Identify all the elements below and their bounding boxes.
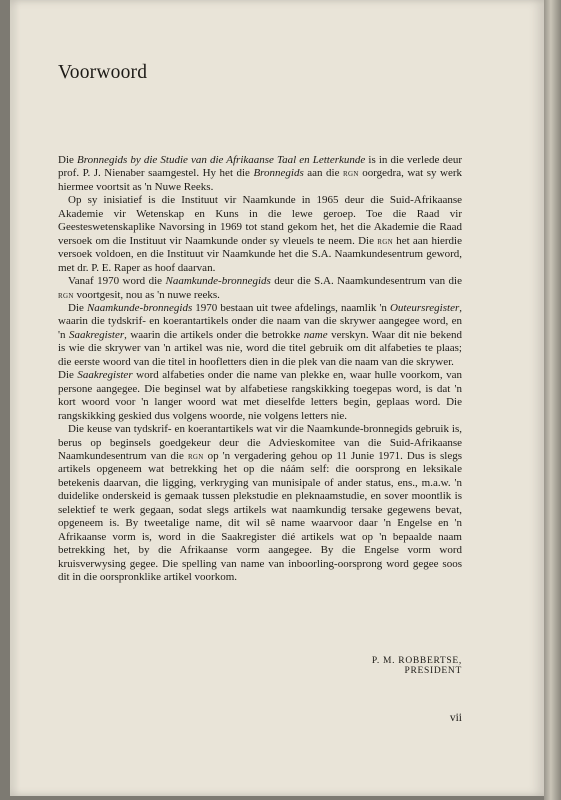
italic-text: Bronnegids [253, 167, 304, 180]
paragraph: Die keuse van tydskrif- en koerantartikels wat vir die Naamkunde-bronnegids gebruik is, berus op beginsels goedgekeur deur die Advieskomitee van die Suid-Afrikaanse Naamkundesentrum van die rgn op 'n vergadering gehou op 11 Junie 1971. Dus is slegs artikels opgeneem wat betrekking het op die náám self: die oorsprong en leksikale betekenis daarvan, die ligging, verkryging van munisipale of ander status, ens., m.a.w. 'n duidelike onderskeid is gemaak tussen plekstudie en pleknaamstudie, en sover moontlik is selektief te werk gegaan, sodat slegs artikels wat naamkundig tersake gegewens bevat, opgeneem is. By tweetalige name, dit wil sê name waarvoor daar 'n Engelse en 'n Afrikaanse vorm is, word in die Saakregister dié artikels wat op 'n bepaalde naam betrekking het, by die Afrikaanse vorm aangegee. By die Engelse vorm word kruisverwysing gegee. Die spelling van name van inboorling-oorsprong word gegee soos dit in die oorspronklike artikel voorkom. [58, 423, 463, 584]
paragraph: Die Bronnegids by die Studie van die Afrikaanse Taal en Letterkunde is in die verlede deur prof. P. J. Nienaber saamgestel. Hy het die Bronnegids aan die rgn oorgedra, wat sy werk hiermee voortsit as 'n Nuwe Reeks. [58, 154, 463, 193]
italic-text: Naamkunde-bronnegids [86, 301, 193, 314]
page-number: vii [449, 712, 462, 724]
italic-text: Saakregister [77, 369, 133, 382]
acronym-rgn: rgn [58, 289, 74, 301]
paragraph: Vanaf 1970 word die Naamkunde-bronnegids deur die S.A. Naamkundesentrum van die rgn voortgesit, nou as 'n nuwe reeks. [58, 275, 462, 301]
italic-text: Outeursregister [389, 301, 460, 314]
acronym-rgn: rgn [343, 168, 359, 180]
acronym-rgn: rgn [377, 235, 393, 247]
acronym-rgn: rgn [187, 450, 204, 462]
foreword-body [58, 154, 462, 585]
italic-text: name [303, 328, 328, 341]
page-title: Voorwoord [58, 62, 148, 83]
signature: P. M. ROBBERTSE, PRESIDENT [371, 656, 462, 676]
italic-text: Saakregister [68, 328, 125, 341]
italic-text: Bronnegids by die Studie van die Afrikaanse Taal en Letterkunde [76, 154, 366, 166]
book-edge [544, 0, 561, 800]
paragraph: Op sy inisiatief is die Instituut vir Naamkunde in 1965 deur die Suid-Afrikaanse Akademie vir Wetenskap en Kuns in die lewe geroep. Toe die Raad vir Geesteswetenskaplike Navorsing in 1969 tot stand gekom het, het die Akademie die Raad versoek om die Instituut vir Naamkunde onder sy vleuels te neem. Die rgn het aan hierdie versoek voldoen, en die Instituut vir Naamkunde het die S.A. Naamkundesentrum geword, met dr. P. E. Raper as hoof daarvan. [58, 194, 462, 274]
paragraph: Die Saakregister word alfabeties onder die name van plekke en, waar hulle voorkom, van persone aangegee. Die beginsel wat by alfabetiese rangskikking toegepas word, is dat 'n kort woord voor 'n langer woord wat met dieselfde letters begin, geplaas word. Die rangskikking geskied dus volgens woorde, nie volgens letters nie. [58, 369, 462, 422]
italic-text: Naamkunde-bronnegids [165, 275, 271, 288]
book-page [10, 0, 546, 796]
paragraph: Die Naamkunde-bronnegids 1970 bestaan uit twee afdelings, naamlik 'n Outeursregister, waarin die tydskrif- en koerantartikels onder die naam van die skrywer aangegee word, en 'n Saakregister, waarin die artikels onder die betrokke name verskyn. Waar dit nie bekend is wie die skrywer van 'n artikel was nie, word die titel gebruik om dit alfabeties te plaas; die eerste woord van die titel in hoofletters dien in die plek van die naam van die skrywer. [58, 301, 462, 368]
